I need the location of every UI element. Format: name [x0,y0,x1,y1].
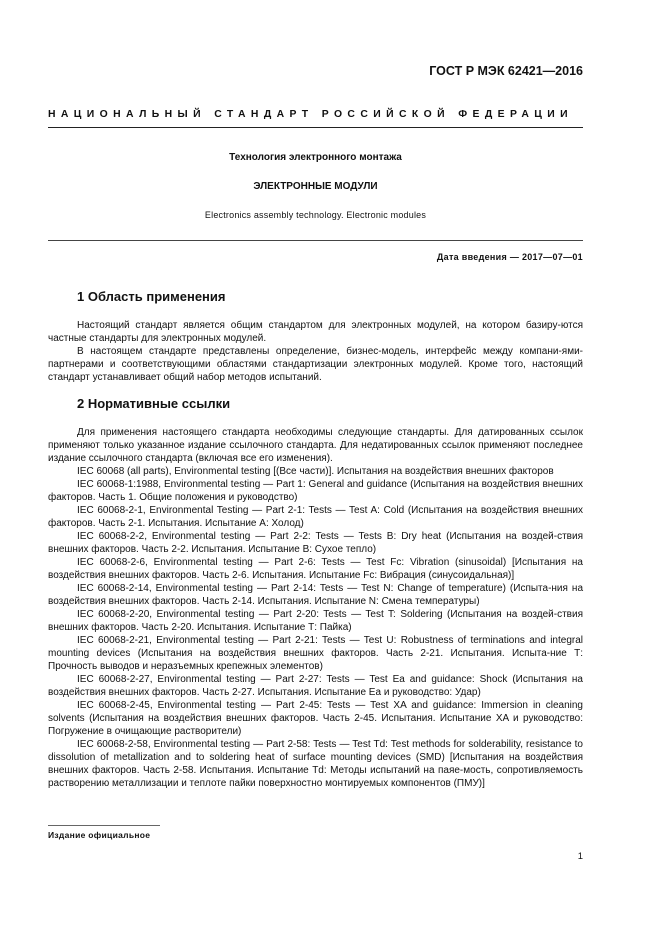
section-2-body [48,426,583,790]
section-2-paragraph: Для применения настоящего стандарта необходимы следующие стандарты. Для датированных ссылок применяют только указанное издание ссылочного стандарта. Для недатированных ссылок применяют последнее издание ссылочного стандарта (включая все его изменения). [48,427,583,464]
section-1-paragraph: В настоящем стандарте представлены определение, бизнес-модель, интерфейс между компани-ями-партнерами и соответствующими областями стандартизации электронных модулей. Кроме того, настоящий стандарт устанавливает общий набор методов испытаний. [48,346,583,383]
section-1-body [48,319,583,384]
reference-item: IEC 60068-2-6, Environmental testing — Part 2-6: Tests — Test Fc: Vibration (sinusoidal) [Испытания на воздействия внешних факторов. Часть 2-6. Испытания. Испытание Fc: Вибрация (синусоидальная)] [48,557,583,581]
title-russian: Технология электронного монтажа [229,152,402,163]
document-code: ГОСТ Р МЭК 62421—2016 [429,64,583,78]
reference-item: IEC 60068-2-21, Environmental testing — Part 2-21: Tests — Test U: Robustness of terminations and integral mounting devices (Испытания на воздействия внешних факторов. Часть 2-21. Испытания. Испыта-ние Т: Прочность выводов и неразъемных крепежных элементов) [48,635,583,672]
official-edition-label: Издание официальное [48,830,151,840]
reference-item: IEC 60068 (all parts), Environmental testing [(Все части)]. Испытания на воздействия внешних факторов [77,466,554,477]
section-1-paragraph: Настоящий стандарт является общим стандартом для электронных модулей, на котором базиру-ются частные стандарты для электронных модулей. [48,320,583,344]
page-number: 1 [577,851,583,862]
reference-item: IEC 60068-2-2, Environmental testing — Part 2-2: Tests — Tests B: Dry heat (Испытания на воздей-ствия внешних факторов. Часть 2-2. Испытания. Испытание В: Сухое тепло) [48,531,583,555]
reference-item: IEC 60068-1:1988, Environmental testing — Part 1: General and guidance (Испытания на воздействия внешних факторов. Часть 1. Общие положения и руководство) [48,479,583,503]
section-1-heading: 1 Область применения [77,289,226,304]
title-modules: ЭЛЕКТРОННЫЕ МОДУЛИ [253,181,378,192]
reference-item: IEC 60068-2-27, Environmental testing — Part 2-27: Tests — Test Ea and guidance: Shock (Испытания на воздействия внешних факторов. Часть 2-27. Испытания. Испытание Еа и руководство: Удар) [48,674,583,698]
section-2-heading: 2 Нормативные ссылки [77,396,231,411]
reference-item: IEC 60068-2-58, Environmental testing — Part 2-58: Tests — Test Td: Test methods for solderability, resistance to dissolution of metallization and to soldering heat of surface mounting devices (SMD) [Испытания на воздействия внешних факторов. Часть 2-58. Испытания. Испытание Td: Методы испытаний на паяе-мость, сопротивляемость растворению металлизации и теплоте пайки поверхностно монтируемых компонентов (ПМУ)] [48,739,583,789]
reference-item: IEC 60068-2-45, Environmental testing — Part 2-45: Tests — Test XA and guidance: Immersion in cleaning solvents (Испытания на воздействия внешних факторов. Часть 2-45. Испытания. Испытание XA и руководство: Погружение в очищающие растворители) [48,700,583,737]
footer-rule [48,825,160,826]
introduction-date: Дата введения — 2017—07—01 [436,252,583,262]
reference-item: IEC 60068-2-14, Environmental testing — Part 2-14: Tests — Test N: Change of temperature) (Испыта-ния на воздействия внешних факторов. Часть 2-14. Испытания. Испытание N: Смена температуры) [48,583,583,607]
reference-item: IEC 60068-2-1, Environmental Testing — Part 2-1: Tests — Test A: Cold (Испытания на воздействия внешних факторов. Часть 2-1. Испытания. Испытание А: Холод) [48,505,583,529]
title-english: Electronics assembly technology. Electronic modules [204,210,427,220]
national-standard-banner: НАЦИОНАЛЬНЫЙ СТАНДАРТ РОССИЙСКОЙ ФЕДЕРАЦИИ [48,109,574,120]
top-rule [48,127,583,128]
reference-item: IEC 60068-2-20, Environmental testing — Part 2-20: Tests — Test T: Soldering (Испытания на воздей-ствия внешних факторов. Часть 2-20. Испытания. Испытание Т: Пайка) [48,609,583,633]
title-rule [48,240,583,241]
